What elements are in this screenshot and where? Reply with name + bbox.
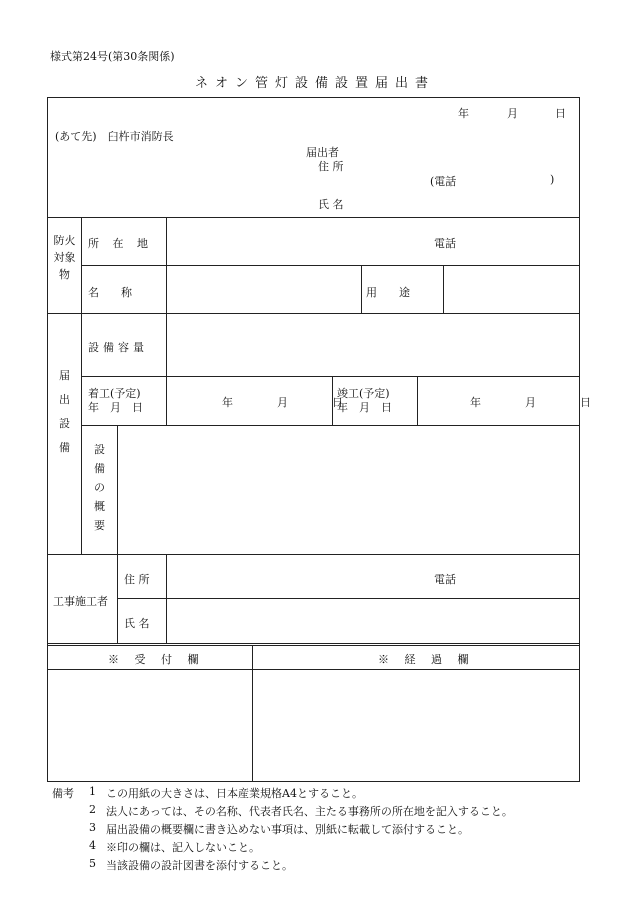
note-number: 4 bbox=[89, 839, 96, 852]
location-phone-label: 電話 bbox=[434, 237, 456, 250]
notifier-name-label: 氏 名 bbox=[318, 198, 344, 211]
divider bbox=[117, 425, 118, 554]
note-number: 5 bbox=[89, 857, 96, 870]
equipment-label: 届 出 設 備 bbox=[59, 369, 70, 454]
date-month: 月 bbox=[507, 107, 518, 120]
note-text: ※印の欄は、記入しないこと。 bbox=[106, 841, 260, 854]
divider bbox=[252, 645, 253, 782]
frame-bottom bbox=[47, 781, 580, 782]
note-text: この用紙の大きさは、日本産業規格A4とすること。 bbox=[106, 787, 363, 800]
frame-top bbox=[47, 97, 580, 98]
equipment-summary-label: 設 備 の 概 要 bbox=[94, 443, 105, 532]
note-number: 3 bbox=[89, 821, 96, 834]
note-number: 2 bbox=[89, 803, 96, 816]
notes-label: 備考 bbox=[52, 787, 74, 800]
reception-label: ※ 受 付 欄 bbox=[108, 653, 205, 666]
date-year: 年 bbox=[458, 107, 469, 120]
form-title: ネオン管灯設備設置届出書 bbox=[194, 76, 435, 91]
form-number: 様式第24号(第30条関係) bbox=[50, 50, 175, 63]
divider bbox=[47, 313, 580, 314]
date-day: 日 bbox=[555, 107, 566, 120]
divider bbox=[443, 265, 444, 313]
divider bbox=[81, 265, 580, 266]
progress-label: ※ 経 過 欄 bbox=[378, 653, 475, 666]
divider bbox=[47, 643, 580, 644]
divider bbox=[117, 598, 580, 599]
divider bbox=[47, 669, 580, 670]
notifier-label: 届出者 bbox=[306, 146, 339, 159]
frame-right bbox=[579, 97, 580, 782]
contractor-phone-label: 電話 bbox=[434, 573, 456, 586]
divider bbox=[81, 376, 580, 377]
notifier-phone-open: (電話 bbox=[430, 175, 457, 188]
divider bbox=[47, 554, 580, 555]
addressee: (あて先) 臼杵市消防長 bbox=[55, 130, 174, 143]
completion-date-label: 竣工(予定) 年 月 日 bbox=[337, 387, 392, 414]
divider bbox=[166, 313, 167, 425]
divider bbox=[47, 645, 580, 646]
divider bbox=[81, 425, 580, 426]
divider bbox=[361, 265, 362, 313]
divider bbox=[417, 376, 418, 425]
note-text: 届出設備の概要欄に書き込めない事項は、別紙に転載して添付すること。 bbox=[106, 823, 469, 836]
note-text: 当該設備の設計図書を添付すること。 bbox=[106, 859, 293, 872]
location-label: 所 在 地 bbox=[88, 237, 153, 250]
object-name-label: 名 称 bbox=[88, 286, 132, 299]
usage-label: 用 途 bbox=[366, 286, 410, 299]
notifier-phone-close: ) bbox=[550, 173, 555, 186]
notifier-address-label: 住 所 bbox=[318, 160, 344, 173]
contractor-address-label: 住 所 bbox=[124, 573, 150, 586]
contractor-label: 工事施工者 bbox=[53, 595, 108, 608]
start-date-label: 着工(予定) 年 月 日 bbox=[88, 387, 143, 414]
divider-top-section bbox=[47, 217, 580, 218]
capacity-label: 設備容量 bbox=[88, 341, 148, 354]
contractor-name-label: 氏 名 bbox=[124, 617, 150, 630]
completion-date-value: 年 月 日 bbox=[470, 396, 591, 409]
note-text: 法人にあっては、その名称、代表者氏名、主たる事務所の所在地を記入すること。 bbox=[106, 805, 513, 818]
start-date-value: 年 月 日 bbox=[222, 396, 343, 409]
fire-object-label: 防火 対象 物 bbox=[53, 234, 76, 281]
note-number: 1 bbox=[89, 785, 96, 798]
